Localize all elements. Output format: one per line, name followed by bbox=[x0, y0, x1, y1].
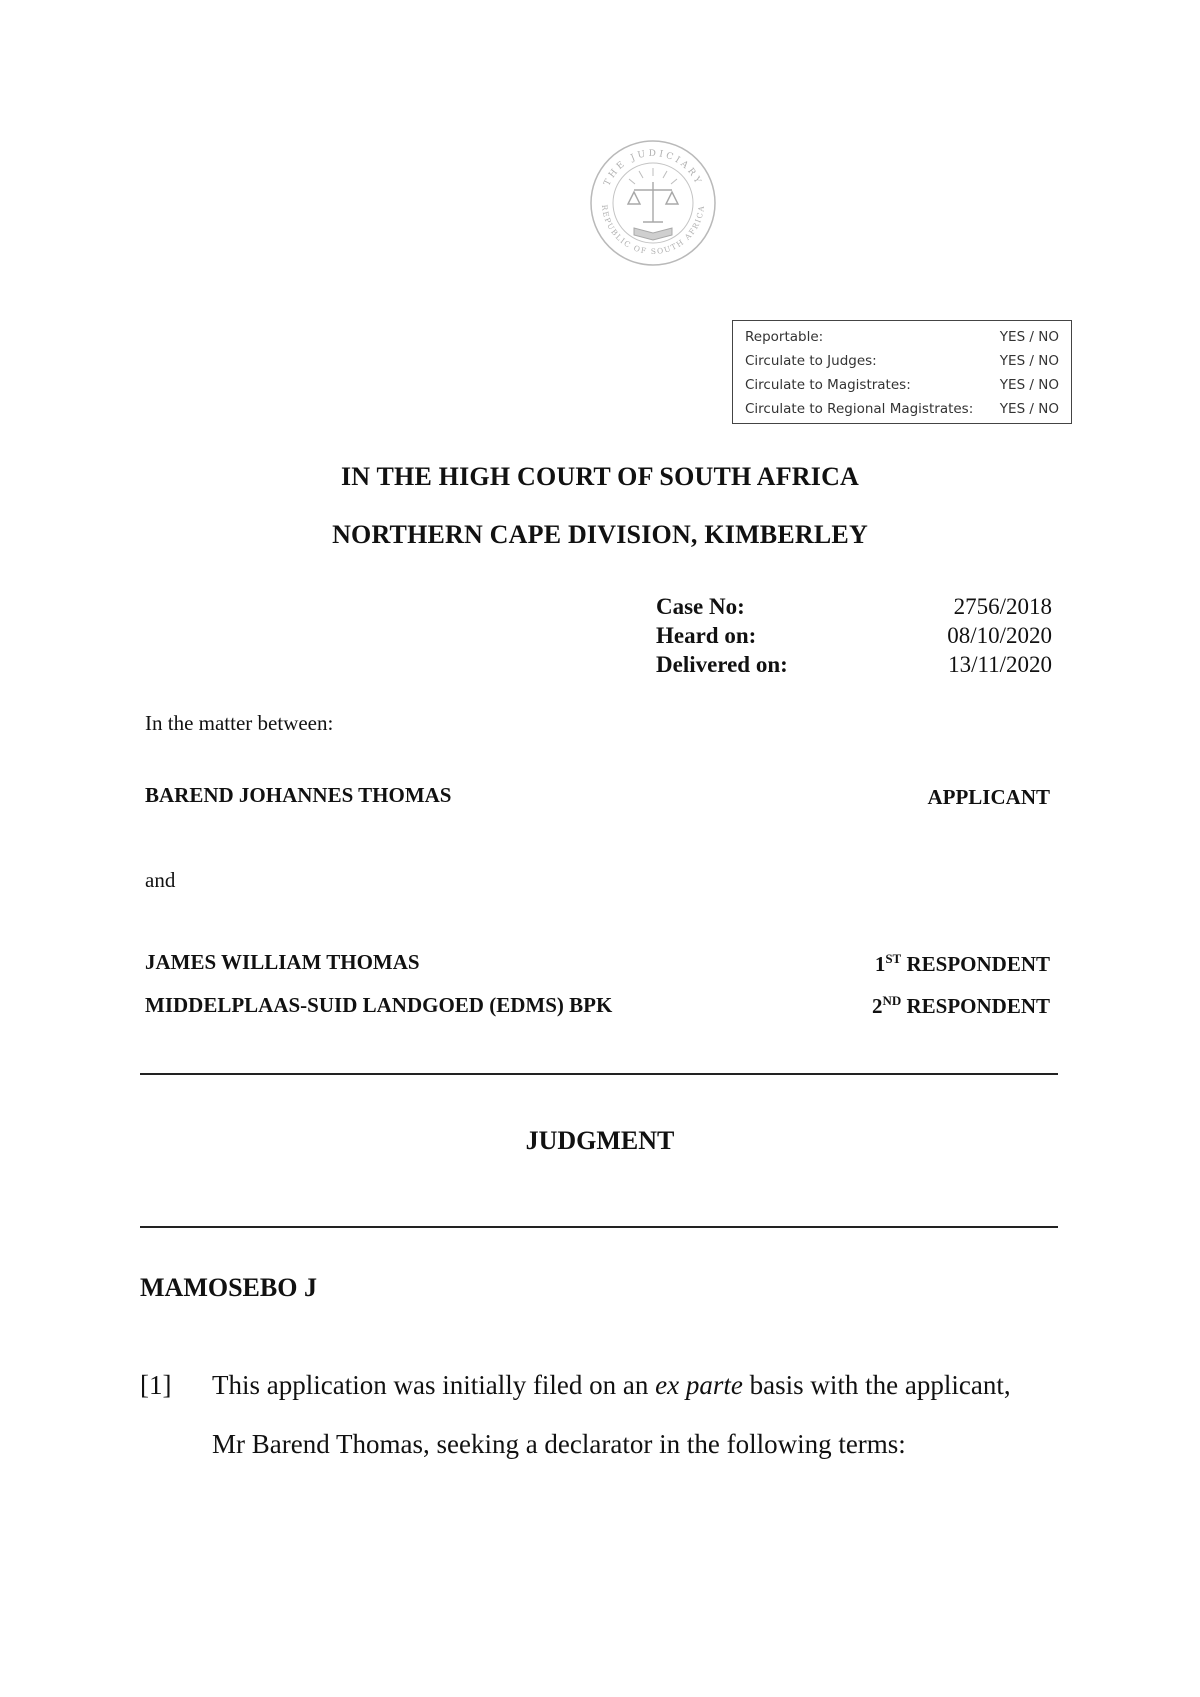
report-row-reportable bbox=[745, 325, 1059, 349]
paragraph-line-2: Mr Barend Thomas, seeking a declarator in the following terms: bbox=[212, 1429, 906, 1459]
judiciary-seal bbox=[588, 138, 718, 268]
delivered-on-label: Delivered on: bbox=[656, 652, 788, 677]
heard-on-label: Heard on: bbox=[656, 623, 757, 648]
paragraph-latin-term: ex parte bbox=[655, 1370, 743, 1400]
court-division: NORTHERN CAPE DIVISION, KIMBERLEY bbox=[332, 520, 868, 549]
report-value: YES / NO bbox=[999, 377, 1059, 393]
report-row-judges bbox=[745, 349, 1059, 373]
report-label: Circulate to Magistrates: bbox=[745, 377, 911, 393]
second-respondent-name: MIDDELPLAAS-SUID LANDGOED (EDMS) BPK bbox=[145, 993, 613, 1017]
second-respondent-role bbox=[872, 993, 1050, 1019]
paragraph-text-b: basis with the applicant, bbox=[742, 1370, 1011, 1400]
second-respondent-role-label: RESPONDENT bbox=[906, 994, 1050, 1018]
report-value: YES / NO bbox=[999, 401, 1059, 417]
delivered-on-value: 13/11/2020 bbox=[948, 652, 1052, 677]
case-number-label: Case No: bbox=[656, 594, 745, 619]
report-value: YES / NO bbox=[999, 353, 1059, 369]
first-respondent-role bbox=[875, 951, 1050, 977]
second-respondent-ordinal: 2 bbox=[871, 994, 883, 1018]
divider-bottom bbox=[140, 1226, 1058, 1228]
applicant-role: APPLICANT bbox=[927, 785, 1050, 809]
report-label: Reportable: bbox=[745, 329, 824, 345]
second-respondent-suffix: ND bbox=[882, 993, 902, 1008]
matter-between-text: In the matter between: bbox=[145, 711, 334, 735]
first-respondent-ordinal: 1 bbox=[874, 952, 886, 976]
report-label: Circulate to Regional Magistrates: bbox=[745, 401, 974, 417]
and-text: and bbox=[145, 868, 176, 892]
reportable-box bbox=[732, 320, 1072, 424]
heard-on-value: 08/10/2020 bbox=[947, 623, 1052, 648]
divider-top bbox=[140, 1073, 1058, 1075]
report-label: Circulate to Judges: bbox=[745, 353, 877, 369]
first-respondent-suffix: ST bbox=[885, 951, 902, 966]
first-respondent-name: JAMES WILLIAM THOMAS bbox=[145, 950, 420, 974]
svg-text:REPUBLIC OF SOUTH AFRICA: REPUBLIC OF SOUTH AFRICA bbox=[599, 204, 707, 257]
court-title: IN THE HIGH COURT OF SOUTH AFRICA bbox=[340, 462, 860, 491]
paragraph-text-a: This application was initially filed on an bbox=[212, 1370, 656, 1400]
judge-name: MAMOSEBO J bbox=[140, 1273, 317, 1302]
paragraph-line-1 bbox=[212, 1370, 1011, 1401]
report-value: YES / NO bbox=[999, 329, 1059, 345]
judiciary-seal-icon bbox=[588, 138, 718, 268]
report-row-regional-magistrates bbox=[745, 397, 1059, 421]
paragraph-number: [1] bbox=[140, 1370, 172, 1400]
judgment-title: JUDGMENT bbox=[525, 1126, 675, 1155]
case-number-value: 2756/2018 bbox=[953, 594, 1052, 619]
first-respondent-role-label: RESPONDENT bbox=[906, 952, 1050, 976]
applicant-name: BAREND JOHANNES THOMAS bbox=[145, 783, 452, 807]
svg-text:THE JUDICIARY: THE JUDICIARY bbox=[602, 148, 704, 188]
report-row-magistrates bbox=[745, 373, 1059, 397]
